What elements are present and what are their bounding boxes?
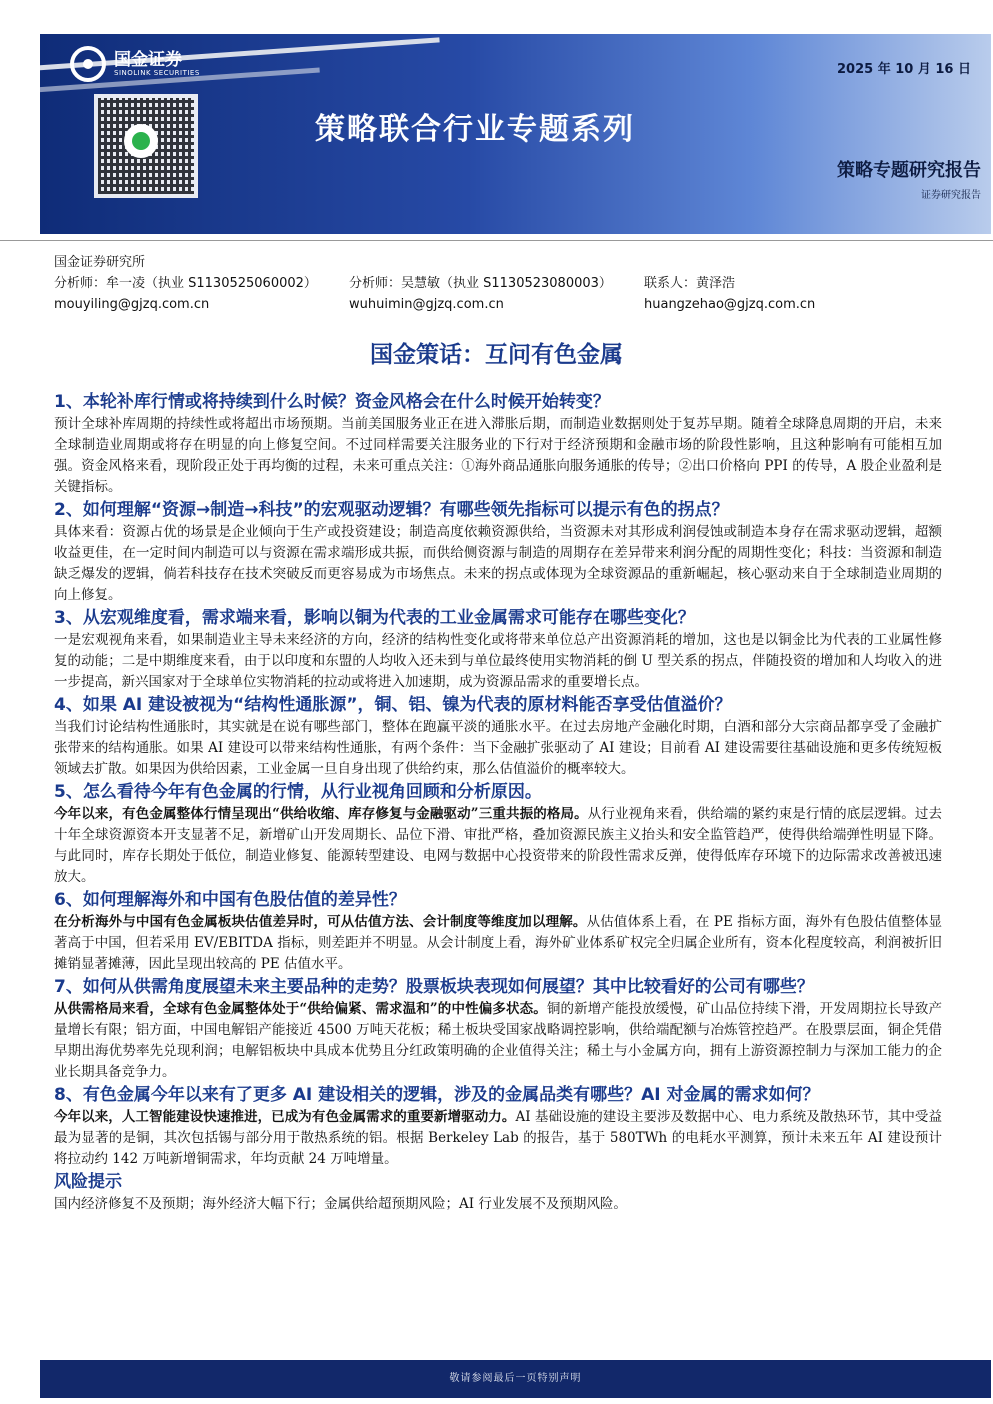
section-heading: 2、如何理解“资源→制造→科技”的宏观驱动逻辑？有哪些领先指标可以提示有色的拐点？ [54,500,729,520]
section-4 [54,693,942,780]
section-body: 预计全球补库周期的持续性或将超出市场预期。当前美国服务业正在进入滞胀后期，而制造业数据则处于复苏早期。随着全球降息周期的开启，未来全球制造业周期或将存在明显的向上修复空间。不过同样需要关注服务业的下行对于经济预期和金融市场的阶段性影响，且这种影响有可能相互加强。资金风格来看，现阶段正处于再均衡的过程，未来可重点关注：①海外商品通胀向服务通胀的传导；②出口价格向 PPI 的传导，A 股企业盈利是关键指标。 [54,416,942,495]
company-logo [70,46,200,82]
author-block [54,252,815,315]
report-banner [40,34,991,234]
page-footer: 敬请参阅最后一页特别声明 [40,1360,991,1398]
section-heading: 3、从宏观维度看，需求端来看，影响以铜为代表的工业金属需求可能存在哪些变化？ [54,608,695,628]
section-paragraph [54,999,942,1083]
section-risk [54,1170,942,1215]
section-paragraph [54,522,942,606]
series-title: 策略联合行业专题系列 [315,112,635,147]
logo-en-text: SINOLINK SECURITIES [114,69,200,77]
section-2 [54,498,942,606]
contact-person: 联系人：黄泽浩 [644,276,736,291]
institute-name: 国金证券研究所 [54,255,146,270]
analyst-2: 分析师：吴慧敏（执业 S1130523080003） [349,276,612,291]
section-body: 铜的新增产能投放缓慢，矿山品位持续下滑，开发周期拉长导致产量增长有限；铝方面，中国电解铝产能接近 4500 万吨天花板；稀土板块受国家战略调控影响，供给端配额与冶炼管控趋严。在股票层面，铜企凭借早期出海优势率先兑现利润；电解铝板块中具成本优势且分红政策明确的企业值得关注；稀土与小金属方向，拥有上游资源控制力与深加工能力的企业长期具备竞争力。 [54,1001,943,1080]
section-heading: 风险提示 [54,1172,122,1192]
section-lead: 从供需格局来看，全球有色金属整体处于“供给偏紧、需求温和”的中性偏多状态。 [54,1001,547,1017]
section-3 [54,606,942,693]
email-3[interactable]: huangzehao@gjzq.com.cn [644,297,816,312]
section-body: 国内经济修复不及预期；海外经济大幅下行；金属供给超预期风险；AI 行业发展不及预期风险。 [54,1196,627,1212]
section-heading: 1、本轮补库行情或将持续到什么时候？资金风格会在什么时候开始转变？ [54,392,610,412]
email-1[interactable]: mouyiling@gjzq.com.cn [54,297,210,312]
email-2[interactable]: wuhuimin@gjzq.com.cn [349,297,504,312]
report-date: 2025 年 10 月 16 日 [837,62,971,77]
section-heading: 5、怎么看待今年有色金属的行情，从行业视角回顾和分析原因。 [54,782,542,802]
logo-cn-text: 国金证券 [114,50,182,70]
logo-icon [70,46,106,82]
section-paragraph [54,414,942,498]
section-body: 从行业视角来看，供给端的紧约束是行情的底层逻辑。过去十年全球资源资本开支显著不足，新增矿山开发周期长、品位下滑、审批严格，叠加资源民族主义抬头和安全监管趋严，使得供给端弹性明显下降。与此同时，库存长期处于低位，制造业修复、能源转型建设、电网与数据中心投资带来的阶段性需求反弹，使得低库存环境下的边际需求改善被迅速放大。 [54,806,943,885]
analyst-1: 分析师：牟一凌（执业 S1130525060002） [54,276,317,291]
section-body: 一是宏观视角来看，如果制造业主导未来经济的方向，经济的结构性变化或将带来单位总产出资源消耗的增加，这也是以铜金比为代表的工业属性修复的动能；二是中期维度来看，由于以印度和东盟的人均收入还未到与单位最终使用实物消耗的倒 U 型关系的拐点，伴随投资的增加和人均收入的进一步提高，新兴国家对于全球单位实物消耗的拉动或将进入加速期，成为资源品需求的重要增长点。 [54,632,942,690]
section-body: 当我们讨论结构性通胀时，其实就是在说有哪些部门，整体在跑赢平淡的通胀水平。在过去房地产金融化时期，白酒和部分大宗商品都享受了金融扩张带来的结构通胀。如果 AI 建设可以带来结构性通胀，有两个条件：当下金融扩张驱动了 AI 建设；目前看 AI 建设需要往基础设施和更多传统短板领域去扩散。如果因为供给因素，工业金属一旦自身出现了供给约束，那么估值溢价的概率较大。 [54,719,942,777]
section-paragraph [54,1194,942,1215]
section-body: AI 基础设施的建设主要涉及数据中心、电力系统及散热环节，其中受益最为显著的是铜，其次包括锡与部分用于散热系统的铝。根据 Berkeley Lab 的报告，基于 580TWh 的电耗水平测算，预计未来五年 AI 建设预计将拉动约 142 万吨新增铜需求，年均贡献 24 万吨增量。 [54,1109,943,1167]
section-8 [54,1083,942,1170]
section-heading: 4、如果 AI 建设被视为“结构性通胀源”，铜、铝、镍为代表的原材料能否享受估值溢价？ [54,695,732,715]
section-lead: 今年以来，人工智能建设快速推进，已成为有色金属需求的重要新增驱动力。 [54,1109,516,1125]
section-paragraph [54,804,942,888]
section-5 [54,780,942,888]
section-lead: 在分析海外与中国有色金属板块估值差异时，可从估值方法、会计制度等维度加以理解。 [54,914,587,930]
section-body: 从估值体系上看，在 PE 指标方面，海外有色股估值整体显著高于中国，但若采用 EV/EBITDA 指标，则差距并不明显。从会计制度上看，海外矿业体系矿权完全归属企业所有，资本化程度较高，利润被折旧摊销显著摊薄，因此呈现出较高的 PE 估值水平。 [54,914,942,972]
header-divider [0,240,993,241]
section-paragraph [54,912,942,975]
report-subtype: 证券研究报告 [921,190,981,201]
section-1 [54,390,942,498]
section-heading: 7、如何从供需角度展望未来主要品种的走势？股票板块表现如何展望？其中比较看好的公司有哪些？ [54,977,814,997]
report-title: 国金策话：互问有色金属 [370,342,623,368]
section-paragraph [54,630,942,693]
report-body [54,390,942,1215]
section-body: 具体来看：资源占优的场景是企业倾向于生产或投资建设；制造高度依赖资源供给，当资源未对其形成利润侵蚀或制造本身存在需求驱动逻辑，超额收益更佳，在一定时间内制造可以与资源在需求端形成共振，而供给侧资源与制造的周期存在差异带来利润分配的周期性变化；科技：当资源和制造缺乏爆发的逻辑，倘若科技存在技术突破反而更容易成为市场焦点。未来的拐点或体现为全球资源品的重新崛起，核心驱动来自于全球制造业周期的向上修复。 [54,524,942,603]
section-lead: 今年以来，有色金属整体行情呈现出“供给收缩、库存修复与金融驱动”三重共振的格局。 [54,806,588,822]
section-7 [54,975,942,1083]
section-heading: 6、如何理解海外和中国有色股估值的差异性？ [54,890,406,910]
section-6 [54,888,942,975]
section-paragraph [54,717,942,780]
section-heading: 8、有色金属今年以来有了更多 AI 建设相关的逻辑，涉及的金属品类有哪些？AI 对金属的需求如何？ [54,1085,820,1105]
report-type: 策略专题研究报告 [837,160,981,181]
section-paragraph [54,1107,942,1170]
qr-center-logo-icon [124,124,158,158]
